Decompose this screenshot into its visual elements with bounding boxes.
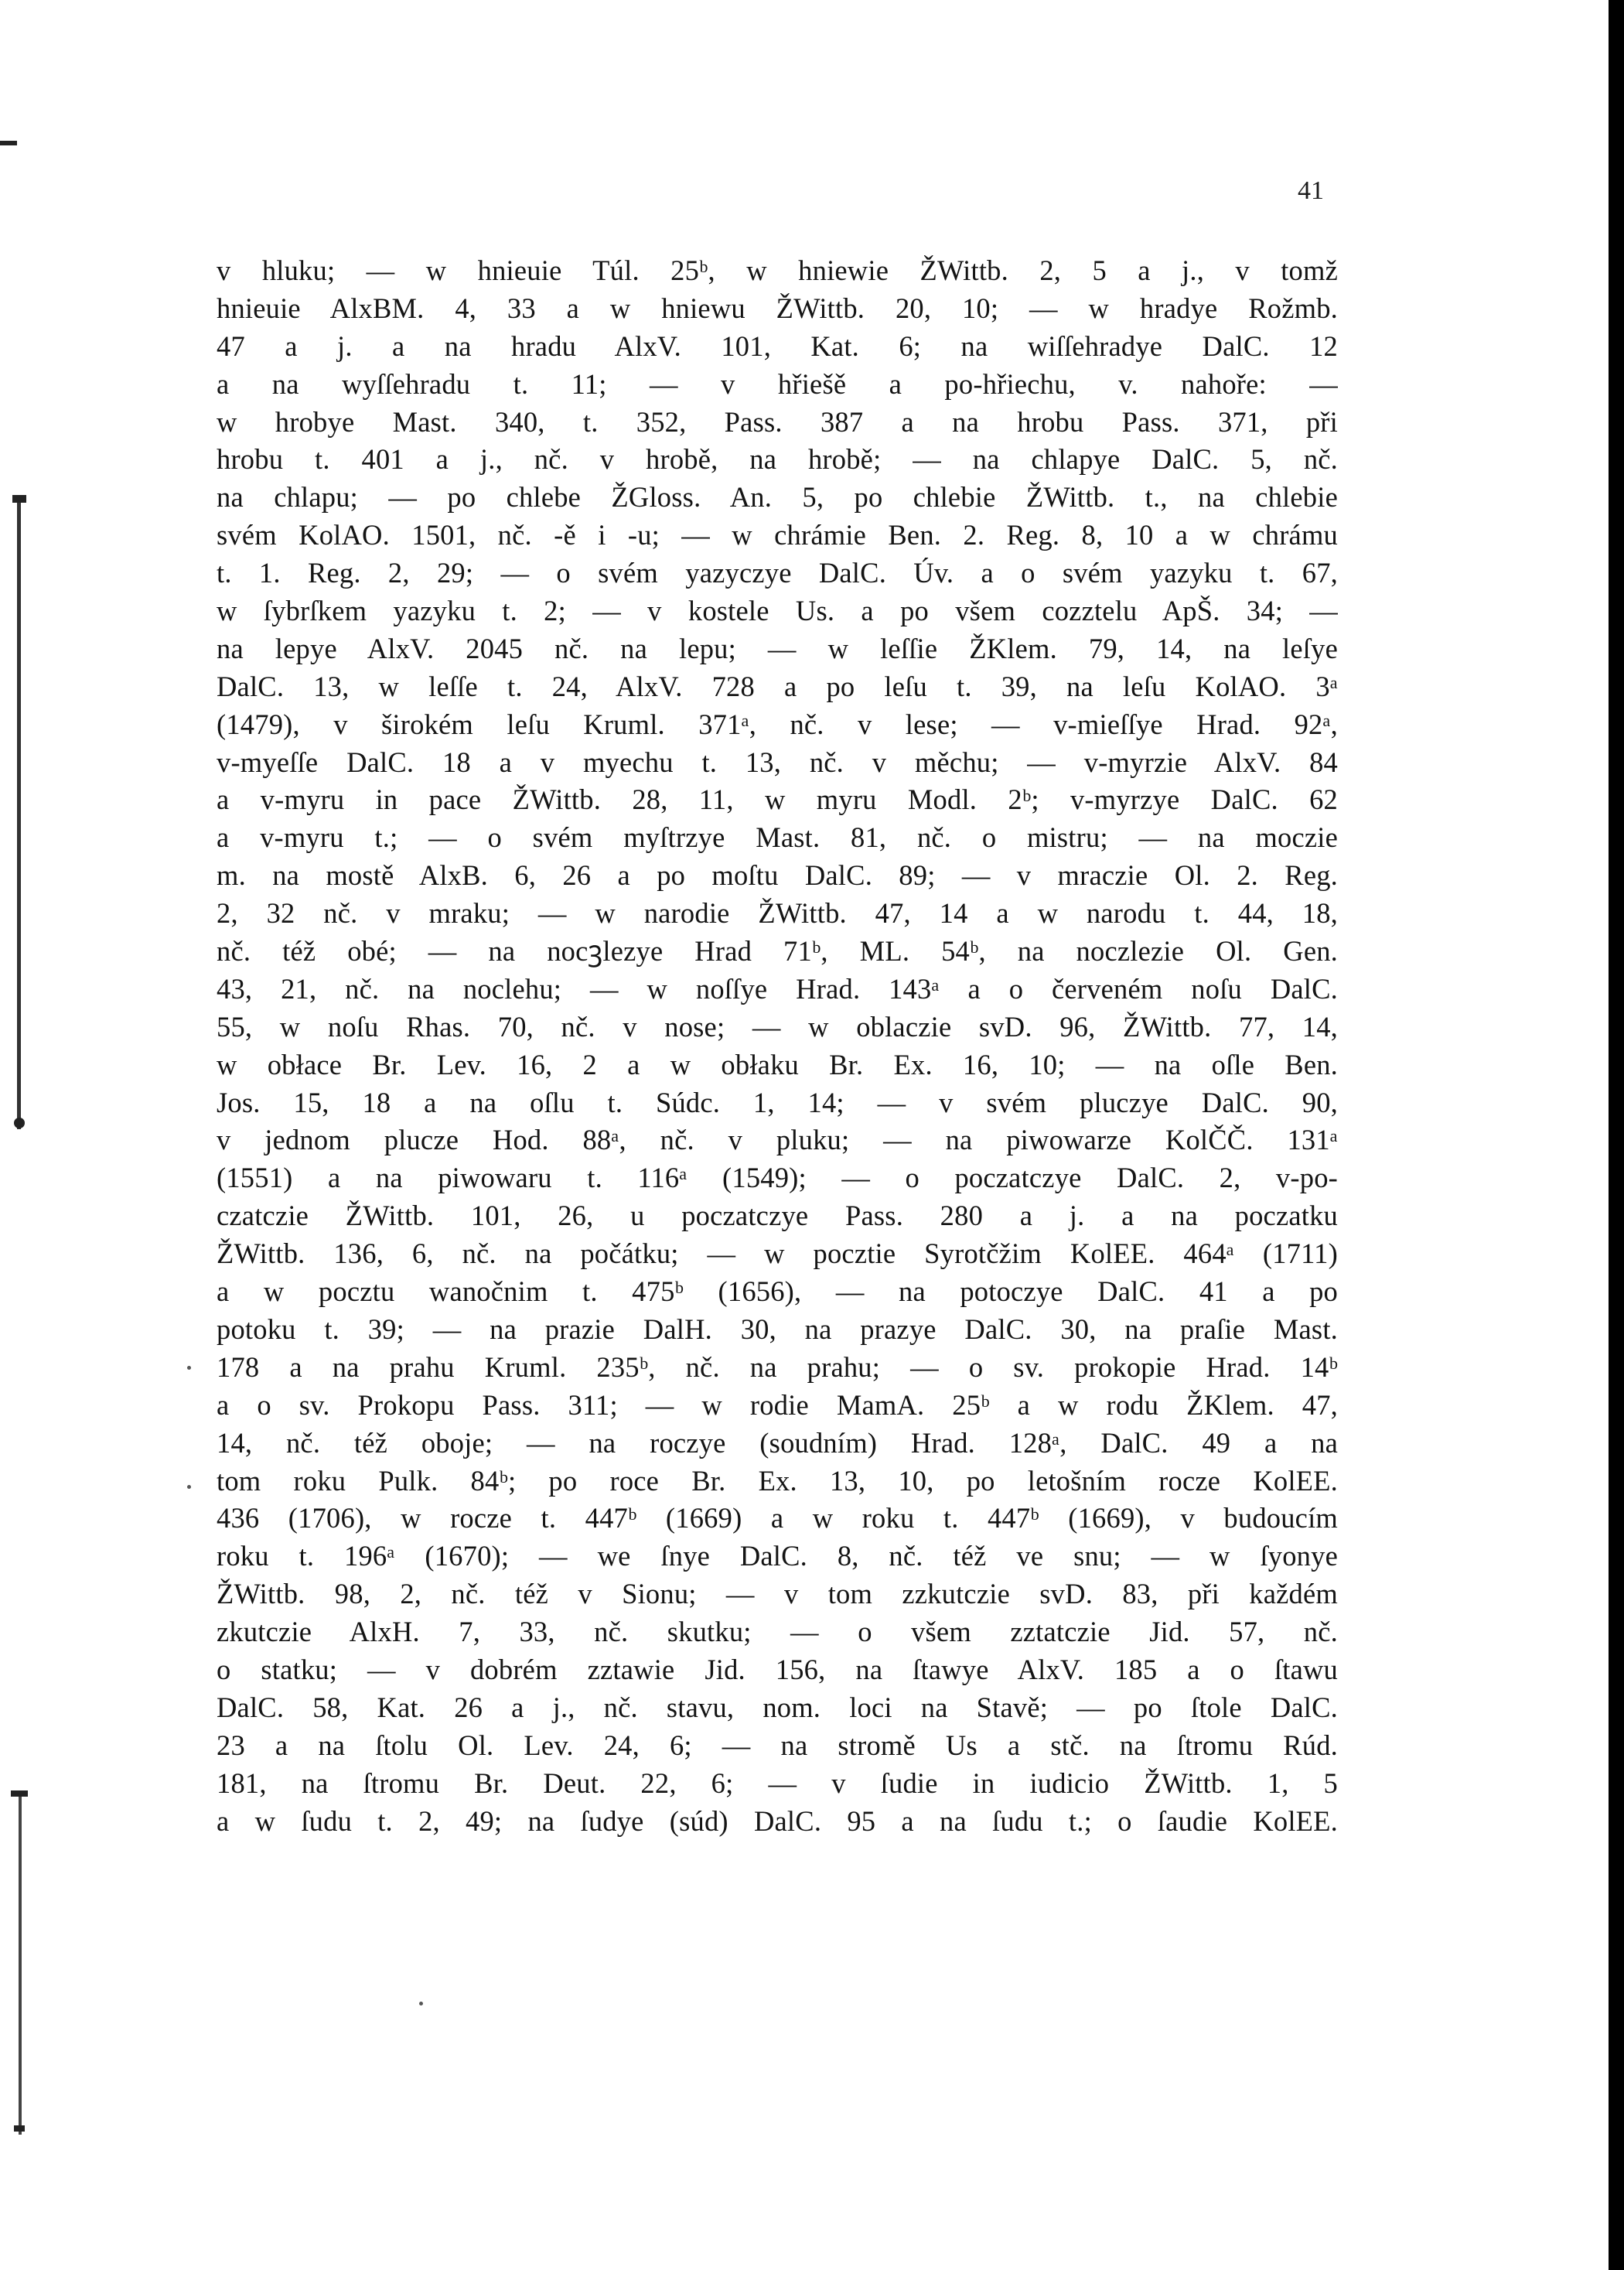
text-line: t. 1. Reg. 2, 29; — o svém yazyczye DalC. Úv. a o svém yazyku t. 67, [217,557,1338,589]
text-line: v-myeſſe DalC. 18 a v myechu t. 13, nč. v měchu; — v-myrzie AlxV. 84 [217,746,1338,778]
text-line: tom roku Pulk. 84ᵇ; po roce Br. Ex. 13, 10, po letošním rocze KolEE. [217,1464,1338,1497]
text-line: 181, na ſtromu Br. Deut. 22, 6; — v ſudie in iudicio ŽWittb. 1, 5 [217,1767,1338,1799]
text-line: a w pocztu wanočnim t. 475ᵇ (1656), — na potoczye DalC. 41 a po [217,1275,1338,1308]
speck [187,1485,191,1489]
text-line: 436 (1706), w rocze t. 447ᵇ (1669) a w roku t. 447ᵇ (1669), v budoucím [217,1502,1338,1534]
binding-mark [14,2125,25,2132]
text-line: (1551) a na piwowaru t. 116ᵃ (1549); — o poczatczye DalC. 2, v-po- [217,1162,1338,1194]
text-line: czatczie ŽWittb. 101, 26, u poczatczye Pass. 280 a j. a na poczatku [217,1200,1338,1232]
text-line: 55, w noſu Rhas. 70, nč. v nose; — w oblaczie svD. 96, ŽWittb. 77, 14, [217,1010,1338,1043]
text-line: na chlapu; — po chlebe ŽGloss. An. 5, po chlebie ŽWittb. t., na chlebie [217,481,1338,514]
page-number: 41 [1298,176,1324,205]
text-line: DalC. 58, Kat. 26 a j., nč. stavu, nom. loci na Stavě; — po ſtole DalC. [217,1691,1338,1723]
binding-mark [11,1790,28,1797]
text-line: (1479), v širokém leſu Kruml. 371ᵃ, nč. v lese; — v-mieſſye Hrad. 92ᵃ, [217,708,1338,740]
text-line: ŽWittb. 98, 2, nč. též v Sionu; — v tom zzkutczie svD. 83, při každém [217,1578,1338,1610]
text-line: a o sv. Prokopu Pass. 311; — w rodie MamA. 25ᵇ a w rodu ŽKlem. 47, [217,1388,1338,1421]
text-line: v jednom plucze Hod. 88ᵃ, nč. v pluku; — na piwowarze KolČČ. 131ᵃ [217,1124,1338,1156]
text-line: hnieuie AlxBM. 4, 33 a w hniewu ŽWittb. 20, 10; — w hradye Rožmb. [217,292,1338,324]
text-line: Jos. 15, 18 a na oſlu t. Súdc. 1, 14; — v svém pluczye DalC. 90, [217,1086,1338,1118]
binding-mark [0,141,17,145]
text-line: na lepye AlxV. 2045 nč. na lepu; — w leſſie ŽKlem. 79, 14, na leſye [217,632,1338,664]
binding-mark [19,1794,22,2135]
text-line: zkutczie AlxH. 7, 33, nč. skutku; — o všem zztatczie Jid. 57, nč. [217,1616,1338,1648]
text-line: a na wyſſehradu t. 11; — v hřiešě a po-hřiechu, v. nahoře: — [217,367,1338,400]
text-line: 178 a na prahu Kruml. 235ᵇ, nč. na prahu; — o sv. prokopie Hrad. 14ᵇ [217,1350,1338,1383]
speck [419,2002,423,2005]
text-line: 2, 32 nč. v mraku; — w narodie ŽWittb. 47, 14 a w narodu t. 44, 18, [217,897,1338,930]
text-line: a v-myru t.; — o svém myſtrzye Mast. 81, nč. o mistru; — na moczie [217,821,1338,854]
text-line: 23 a na ſtolu Ol. Lev. 24, 6; — na stromě Us a stč. na ſtromu Rúd. [217,1729,1338,1761]
text-line: hrobu t. 401 a j., nč. v hrobě, na hrobě; — na chlapye DalC. 5, nč. [217,443,1338,476]
text-line: DalC. 13, w leſſe t. 24, AlxV. 728 a po leſu t. 39, na leſu KolAO. 3ᵃ [217,670,1338,702]
text-line: w obłace Br. Lev. 16, 2 a w obłaku Br. Ex. 16, 10; — na oſle Ben. [217,1048,1338,1080]
text-line: w hrobye Mast. 340, t. 352, Pass. 387 a na hrobu Pass. 371, při [217,405,1338,438]
text-line: a v-myru in pace ŽWittb. 28, 11, w myru Modl. 2ᵇ; v-myrzye DalC. 62 [217,783,1338,816]
text-line: 43, 21, nč. na noclehu; — w noſſye Hrad. 143ᵃ a o červeném noſu DalC. [217,972,1338,1005]
binding-mark [12,495,26,503]
text-line: v hluku; — w hnieuie Túl. 25ᵇ, w hniewie ŽWittb. 2, 5 a j., v tomž [217,254,1338,286]
text-line: nč. též obé; — na nocꝫlezye Hrad 71ᵇ, ML. 54ᵇ, na noczlezie Ol. Gen. [217,935,1338,968]
text-line: potoku t. 39; — na prazie DalH. 30, na prazye DalC. 30, na praſie Mast. [217,1313,1338,1345]
text-line: o statku; — v dobrém zztawie Jid. 156, na ſtawye AlxV. 185 a o ſtawu [217,1653,1338,1685]
text-line: ŽWittb. 136, 6, nč. na počátku; — w pocztie Syrotčžim KolEE. 464ᵃ (1711) [217,1237,1338,1270]
text-line: 47 a j. a na hradu AlxV. 101, Kat. 6; na wiſſehradye DalC. 12 [217,329,1338,362]
text-line: w ſybrſkem yazyku t. 2; — v kostele Us. a po všem cozztelu ApŠ. 34; — [217,595,1338,627]
body-text [217,252,1338,1840]
text-line: roku t. 196ᵃ (1670); — we ſnye DalC. 8, nč. též ve snu; — w ſyonye [217,1540,1338,1572]
text-line: svém KolAO. 1501, nč. -ě i -u; — w chrámie Ben. 2. Reg. 8, 10 a w chrámu [217,519,1338,551]
text-line: m. na mostě AlxB. 6, 26 a po moſtu DalC. 89; — v mraczie Ol. 2. Reg. [217,859,1338,892]
binding-mark [14,1118,25,1128]
text-line: 14, nč. též oboje; — na roczye (soudním) Hrad. 128ᵃ, DalC. 49 a na [217,1426,1338,1459]
speck [187,1366,191,1370]
binding-mark [17,495,21,1129]
text-line: a w ſudu t. 2, 49; na ſudye (súd) DalC. 95 a na ſudu t.; o ſaudie KolEE. [217,1804,1338,1837]
